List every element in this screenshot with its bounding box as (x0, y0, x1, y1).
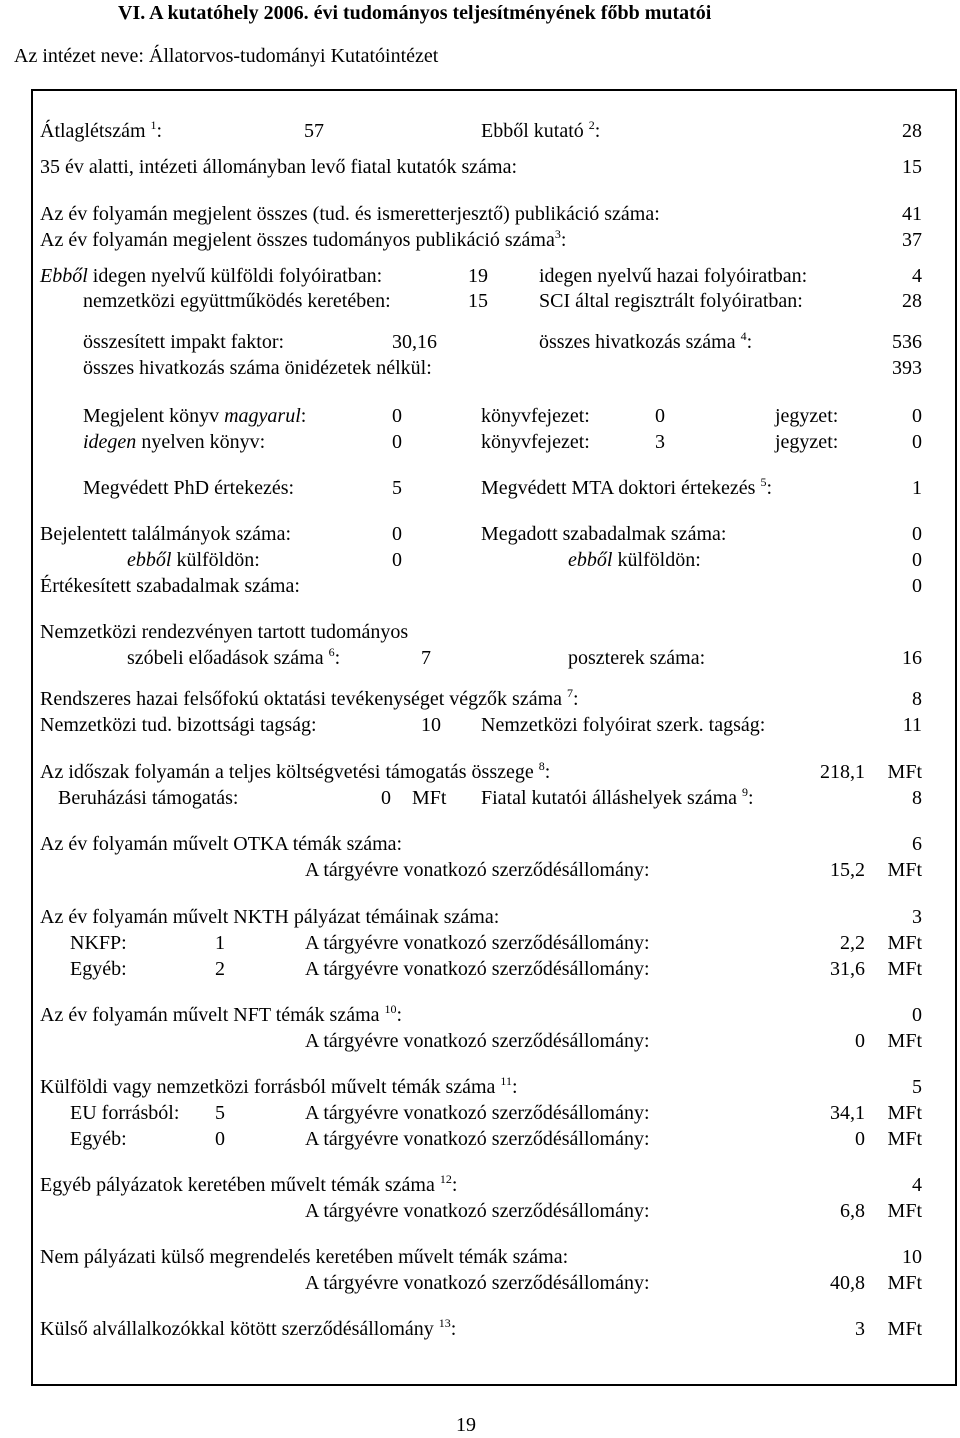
external-orders-contract-value: 40,8 (830, 1272, 865, 1294)
chapter-hungarian-label: könyvfejezet: (481, 405, 590, 427)
nkth-row-contract-label: A tárgyévre vonatkozó szerződésállomány: (305, 932, 650, 954)
nkth-row-amount: 31,6 (830, 958, 865, 980)
note-hungarian-label: jegyzet: (775, 405, 839, 427)
subcontracts-label: Külső alvállalkozókkal kötött szerződésállomány $^{13}$: (40, 1316, 457, 1340)
investment-unit: MFt (412, 787, 447, 809)
foreign-source-row-contract-label: A tárgyévre vonatkozó szerződésállomány: (305, 1102, 650, 1124)
total-publications-value: 41 (902, 203, 922, 225)
budget-label: Az időszak folyamán a teljes költségvetési támogatás összege $^8$: (40, 759, 551, 783)
nkth-row-contract-label: A tárgyévre vonatkozó szerződésállomány: (305, 958, 650, 980)
headcount-value: 57 (304, 120, 324, 142)
note-foreign-label: jegyzet: (775, 431, 839, 453)
foreign-source-row-contract-label: A tárgyévre vonatkozó szerződésállomány: (305, 1128, 650, 1150)
exploited-patents-label: Értékesített szabadalmak száma: (40, 575, 300, 597)
external-orders-label: Nem pályázati külső megrendelés keretében művelt témák száma: (40, 1246, 569, 1268)
note-hungarian-value: 0 (912, 405, 922, 427)
granted-patents-label: Megadott szabadalmak száma: (481, 523, 727, 545)
domestic-journals-label: idegen nyelvű hazai folyóiratban: (539, 265, 808, 287)
teaching-label: Rendszeres hazai felsőfokú oktatási tevékenységet végzők száma $^7$: (40, 686, 579, 710)
external-orders-contract-unit: MFt (887, 1272, 922, 1294)
teaching-value: 8 (912, 688, 922, 710)
lectures-heading: Nemzetközi rendezvényen tartott tudományos (40, 621, 409, 643)
otka-contract-value: 15,2 (830, 859, 865, 881)
intl-coop-value: 15 (468, 290, 488, 312)
young-researchers-value: 15 (902, 156, 922, 178)
young-researchers-label: 35 év alatti, intézeti állományban levő fiatal kutatók száma: (40, 156, 518, 178)
other-grants-value: 4 (912, 1174, 922, 1196)
scientific-publications-label: Az év folyamán megjelent összes tudományos publikáció száma$^3$: (40, 227, 567, 251)
foreign-source-row-unit: MFt (887, 1102, 922, 1124)
mta-doctor-value: 1 (912, 477, 922, 499)
budget-unit: MFt (887, 761, 922, 783)
otka-contract-unit: MFt (887, 859, 922, 881)
nft-contract-value: 0 (855, 1030, 865, 1052)
total-publications-label: Az év folyamán megjelent összes (tud. és ismeretterjesztő) publikáció száma: (40, 203, 660, 225)
phd-value: 5 (392, 477, 402, 499)
otka-label: Az év folyamán művelt OTKA témák száma: (40, 833, 403, 855)
citations-no-self-label: összes hivatkozás száma önidézetek nélkül: (83, 357, 432, 379)
sci-journals-label: SCI által regisztrált folyóiratban: (539, 290, 803, 312)
editorial-label: Nemzetközi folyóirat szerk. tagság: (481, 714, 766, 736)
otka-value: 6 (912, 833, 922, 855)
impact-factor-value: 30,16 (392, 331, 437, 353)
budget-value: 218,1 (820, 761, 865, 783)
mta-doctor-label: Megvédett MTA doktori értekezés $^5$: (481, 475, 772, 499)
citations-no-self-value: 393 (892, 357, 922, 379)
granted-abroad-label: ebből külföldön: (568, 549, 701, 571)
sci-journals-value: 28 (902, 290, 922, 312)
foreign-source-row-name: EU forrásból: (70, 1102, 180, 1124)
nft-contract-unit: MFt (887, 1030, 922, 1052)
inventions-abroad-label: ebből külföldön: (127, 549, 260, 571)
granted-abroad-value: 0 (912, 549, 922, 571)
book-foreign-label: idegen nyelven könyv: (83, 431, 266, 453)
chapter-foreign-value: 3 (655, 431, 665, 453)
page-number: 19 (456, 1414, 476, 1436)
phd-label: Megvédett PhD értekezés: (83, 477, 295, 499)
oral-lectures-label: szóbeli előadások száma $^6$: (127, 645, 341, 669)
nkth-row-name: NKFP: (70, 932, 127, 954)
investment-label: Beruházási támogatás: (58, 787, 239, 809)
book-foreign-value: 0 (392, 431, 402, 453)
headcount-label: Átlaglétszám $^1$: (40, 118, 163, 142)
other-grants-contract-unit: MFt (887, 1200, 922, 1222)
nkth-value: 3 (912, 906, 922, 928)
foreign-source-row-name: Egyéb: (70, 1128, 127, 1150)
posters-label: poszterek száma: (568, 647, 706, 669)
external-orders-value: 10 (902, 1246, 922, 1268)
note-foreign-value: 0 (912, 431, 922, 453)
foreign-source-row-unit: MFt (887, 1128, 922, 1150)
book-hungarian-label: Megjelent könyv magyarul: (83, 405, 307, 427)
nkth-row-count: 2 (215, 958, 225, 980)
foreign-source-row-count: 0 (215, 1128, 225, 1150)
domestic-journals-value: 4 (912, 265, 922, 287)
external-orders-contract-label: A tárgyévre vonatkozó szerződésállomány: (305, 1272, 650, 1294)
citations-value: 536 (892, 331, 922, 353)
nft-label: Az év folyamán művelt NFT témák száma $^{10}$: (40, 1002, 403, 1026)
oral-lectures-value: 7 (421, 647, 431, 669)
foreign-sources-label: Külföldi vagy nemzetközi forrásból művelt témák száma $^{11}$: (40, 1074, 518, 1098)
otka-contract-label: A tárgyévre vonatkozó szerződésállomány: (305, 859, 650, 881)
inventions-value: 0 (392, 523, 402, 545)
foreign-source-row-amount: 0 (855, 1128, 865, 1150)
subcontracts-value: 3 (855, 1318, 865, 1340)
nft-value: 0 (912, 1004, 922, 1026)
subcontracts-unit: MFt (887, 1318, 922, 1340)
institute-name: Az intézet neve: Állatorvos-tudományi Kutatóintézet (14, 45, 439, 67)
book-hungarian-value: 0 (392, 405, 402, 427)
inventions-abroad-value: 0 (392, 549, 402, 571)
other-grants-contract-label: A tárgyévre vonatkozó szerződésállomány: (305, 1200, 650, 1222)
scientific-publications-value: 37 (902, 229, 922, 251)
chapter-hungarian-value: 0 (655, 405, 665, 427)
impact-factor-label: összesített impakt faktor: (83, 331, 285, 353)
chapter-foreign-label: könyvfejezet: (481, 431, 590, 453)
inventions-label: Bejelentett találmányok száma: (40, 523, 292, 545)
nkth-row-unit: MFt (887, 932, 922, 954)
foreign-journals-label: Ebből idegen nyelvű külföldi folyóiratban: (40, 265, 383, 287)
young-positions-value: 8 (912, 787, 922, 809)
foreign-journals-value: 19 (468, 265, 488, 287)
committee-value: 10 (421, 714, 441, 736)
nkth-row-name: Egyéb: (70, 958, 127, 980)
researchers-value: 28 (902, 120, 922, 142)
granted-patents-value: 0 (912, 523, 922, 545)
intl-coop-label: nemzetközi együttműködés keretében: (83, 290, 391, 312)
young-positions-label: Fiatal kutatói álláshelyek száma $^9$: (481, 785, 754, 809)
investment-value: 0 (381, 787, 391, 809)
posters-value: 16 (902, 647, 922, 669)
exploited-patents-value: 0 (912, 575, 922, 597)
foreign-source-row-count: 5 (215, 1102, 225, 1124)
nkth-label: Az év folyamán művelt NKTH pályázat témáinak száma: (40, 906, 500, 928)
foreign-source-row-amount: 34,1 (830, 1102, 865, 1124)
nkth-row-count: 1 (215, 932, 225, 954)
committee-label: Nemzetközi tud. bizottsági tagság: (40, 714, 317, 736)
editorial-value: 11 (902, 714, 922, 736)
nft-contract-label: A tárgyévre vonatkozó szerződésállomány: (305, 1030, 650, 1052)
nkth-row-unit: MFt (887, 958, 922, 980)
foreign-sources-value: 5 (912, 1076, 922, 1098)
other-grants-label: Egyéb pályázatok keretében művelt témák száma $^{12}$: (40, 1172, 458, 1196)
other-grants-contract-value: 6,8 (840, 1200, 865, 1222)
researchers-label: Ebből kutató $^2$: (481, 118, 601, 142)
nkth-row-amount: 2,2 (840, 932, 865, 954)
page-title: VI. A kutatóhely 2006. évi tudományos teljesítményének főbb mutatói (118, 2, 712, 24)
citations-label: összes hivatkozás száma $^4$: (539, 329, 753, 353)
